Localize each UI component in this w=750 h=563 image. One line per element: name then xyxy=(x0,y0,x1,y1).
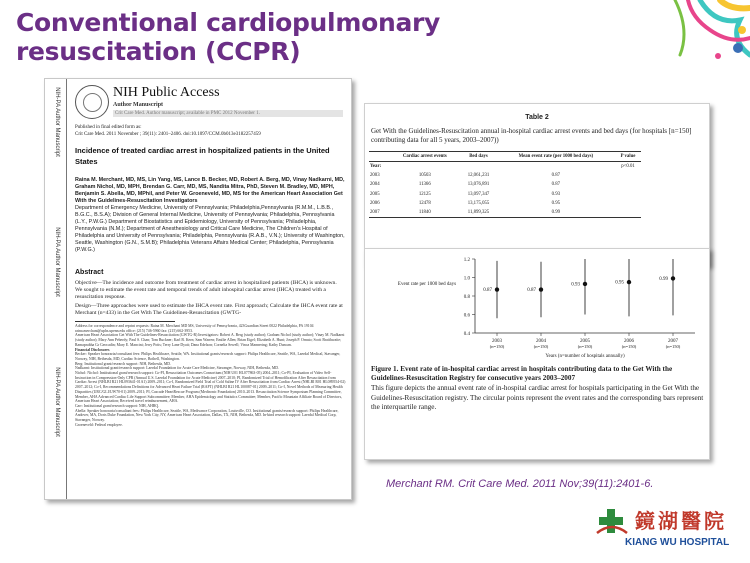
table-caption: Get With the Guidelines-Resuscitation annual in-hospital cardiac arrest events and bed days (for hospitals [n=150] contributing data for all 5 years, 2003–2007)) xyxy=(371,127,692,144)
table-cell: 0.95 xyxy=(551,200,561,206)
footnote-line: Financial Disclosures xyxy=(75,347,110,352)
x-tick-count: (n=150) xyxy=(577,344,593,349)
side-label: NIH-PA Author Manuscript xyxy=(54,367,60,437)
table-cell: p<0.01 xyxy=(621,164,635,170)
nih-manuscript-page xyxy=(44,78,352,500)
table-cell: 0.99 xyxy=(497,208,615,218)
x-tick-count: (n=150) xyxy=(489,344,505,349)
published-in xyxy=(75,125,345,138)
authors: Raina M. Merchant, MD, MS, Lin Yang, MS, Lance B. Becker, MD, Robert A. Berg, MD, Vinay Nadkarni, MD, Graham Nichol, MD, MPH, Brendan G. Carr, MD, MS, Nandita Mitra, PhD, Steven M. Bradley, MD, MPH, Benjamin S. Abella, MD, MPhil, and Peter W. Groeneveld, MD, MS for the American Heart Association Get With the Guidelines-Resuscitation Investigators xyxy=(75,177,345,204)
x-axis-label: Years (n=number of hospitals annually) xyxy=(545,354,625,359)
data-point xyxy=(627,280,631,284)
table-cell xyxy=(497,162,615,172)
x-tick-count: (n=150) xyxy=(665,344,681,349)
table-cell: 13,076,891 xyxy=(467,182,490,188)
table-header xyxy=(369,152,389,162)
journal-line: Crit Care Med. Author manuscript; available in PMC 2012 November 1. xyxy=(113,110,343,117)
footnote-line: Address for correspondence and reprint requests: Raina M. Merchant MD MS, University of Pennsylvania, 423Guardian Street 0022 Philadelphia, PA 19104 raina.merchant@uphs.upenn.edu office: (215) 746-5960 fax: (215) 662-3953. xyxy=(75,324,314,333)
table-cell xyxy=(389,162,460,172)
slide-title: Conventional cardiopulmonary resuscitation (CCPR) xyxy=(16,8,441,66)
table-cell: Year: xyxy=(370,164,382,170)
table-cell: 12478 xyxy=(418,200,431,206)
table-header: Mean event rate (per 1000 bed days) xyxy=(497,152,615,162)
affiliations: Department of Emergency Medicine, University of Pennsylvania; Philadelphia,Pennsylvania (R.M.M., L.B.B., B.G.C., B.S.A); Division of General Internal Medicine, University of Pennsylvania; Philadelphia, Pennsylvania (L.Y., P.W.G.) Department of Biostatistics and Epidemiology, University of Pennsylvania; Philadelphia, Pennsylvania (N.M.); Department of Anesthesiology and Critical Care Medicine, The Children's Hospital of Philadelphia and University of Pennsylvania; Philadelphia, Pennsylvania (R.A.B., V.N.); University of Washington, Seattle, Washington (G.N., S.M.B); Philadelphia Veterans Affairs Medical Center; Philadelphia, Pennsylvania (P.W.G.) xyxy=(75,205,345,253)
abstract-objective: Objective—The incidence and outcome from treatment of cardiac arrest in hospitalized patients (IHCA) is unknown. We sought to estimate the event rate and temporal trends of adult inhospital cardiac arrest (IHCA) treated with a resuscitation response. xyxy=(75,280,337,300)
table-cell: 2006 xyxy=(370,200,380,206)
table-cell: 11366 xyxy=(418,182,431,188)
side-label: NIH-PA Author Manuscript xyxy=(54,227,60,297)
decorative-swirl-graphic xyxy=(580,0,750,70)
footnote-line: Nichol: Nichol: Institutional grant/research support: Co-PI, Resuscitation Outcomes Consortium (NIH U01 HL077863-05) 2004–2011; Co-PI, Evaluation of Video Self-Instruction in Compression-Only CPR (Annual U.S. Laerdal Foundation for Acute Medicine) 2007–2010; PI, Randomized Trial of Hemofiltration After Resuscitation from Cardiac Arrest (NHLBI R21 HL093641-01A1) 2009–2011; Co-I, Randomized Field Trial of Cold Saline IV After Resuscitation from Cardiac Arrest (NHLBI R01 HL089554-02) 2007–2012; Co-I, Recommendations Definitions for Advanced Heart Failure Trial (RAFT) (NHLBI R21 HL100087-01) 2009–2011; Co-I, Novel Methods of Measuring Health Disparities (URC/GLI/UW70-01) 2009–2011; PI, Cascade HeartRescue Program (Medtronic Foundation) 2010–2013. Resuscitation Science Symposium Planning Committee, Member, AHA Advanced Cardiac Life Support Subcommittee; Member, AHA Epidemiology and Statistics Committee; Member, Pacific Mountain Affiliate Board of Directors, American Heart Association; Received travel reimbursement, AHA. xyxy=(75,371,346,404)
x-tick-count: (n=150) xyxy=(533,344,549,349)
footnote-line: Berg: Institutional grant/research support: NIH, Bethesda, MD. xyxy=(75,361,171,366)
table-cell: 2007 xyxy=(369,208,389,218)
footnotes-block xyxy=(75,324,347,496)
data-label: 0.87 xyxy=(483,288,492,294)
nih-public-access-title: NIH Public Access xyxy=(113,85,220,100)
table-cell: 10503 xyxy=(418,173,431,179)
logo-english-name: KIANG WU HOSPITAL xyxy=(625,537,730,548)
table-cell: 0.93 xyxy=(551,191,561,197)
table-cell xyxy=(615,208,641,218)
data-point xyxy=(583,282,587,286)
article-title: Incidence of treated cardiac arrest in hospitalized patients in the United States xyxy=(75,146,330,166)
cross-logo-icon xyxy=(595,507,629,537)
table-row xyxy=(369,171,641,180)
events-table xyxy=(369,151,641,218)
author-manuscript-label: Author Manuscript xyxy=(113,102,164,108)
y-tick-label: 1.0 xyxy=(463,276,470,282)
table-cell: 13,175,055 xyxy=(467,200,490,206)
footnote-line: Becker: Speaker honoraria/consultant fees: Philips Healthcare, Seattle, WA. Institutional grants/research support: Philips Healthcare, Seattle, WA, Laerdal Medical, Stavanger, Norway, NIH, Bethesda, MD, Cardiac Science, Bothell, Washington. xyxy=(75,352,341,361)
table-2-card xyxy=(364,103,710,266)
x-tick-label: 2004 xyxy=(536,339,546,344)
table-cell xyxy=(615,199,641,208)
data-label: 0.95 xyxy=(615,280,624,286)
side-label-column xyxy=(49,79,67,499)
y-axis-label: Event rate per 1000 bed days xyxy=(397,281,457,287)
figure-caption-title: Figure 1. Event rate of in-hospital cardiac arrest in hospitals contributing data to the Get With the Guidelines-Resuscitation Registry for consecutive years 2003–2007 xyxy=(371,365,673,382)
x-tick-label: 2003 xyxy=(492,339,502,344)
table-header: P value xyxy=(615,152,641,162)
document-header xyxy=(113,85,343,117)
table-cell: 11,899,325 xyxy=(460,208,496,218)
table-cell: 2005 xyxy=(370,191,380,197)
table-row xyxy=(369,162,641,172)
table-cell xyxy=(615,180,641,189)
table-header: Cardiac arrest events xyxy=(389,152,460,162)
data-point xyxy=(671,276,675,280)
table-row xyxy=(369,180,641,189)
published-label: Published in final edited form as: xyxy=(75,125,142,130)
x-tick-label: 2006 xyxy=(624,339,634,344)
y-tick-label: 0.4 xyxy=(463,332,470,337)
table-cell: 12,061,231 xyxy=(467,173,490,179)
authors-block xyxy=(75,177,345,254)
table-cell: 12125 xyxy=(418,191,431,197)
logo-chinese-name: 鏡湖醫院 xyxy=(635,509,727,533)
hospital-logo xyxy=(595,505,745,557)
figure-caption: This figure depicts the annual event rate of in-hospital cardiac arrest for hospitals participating in the Get With the Guidelines-Resuscitation registry. The circular points represent the event rates and the corresponding bars represent the interquartile range. xyxy=(371,384,704,411)
table-header: Bed days xyxy=(460,152,496,162)
footnote-divider xyxy=(75,321,175,322)
table-cell: 2004 xyxy=(370,182,380,188)
table-row xyxy=(369,190,641,199)
y-tick-label: 0.6 xyxy=(463,313,470,319)
footnote-line: Abella: Speaker honoraria/consultant fees: Philips Healthcare, Seattle, WA, Medivance Corporation, Louisville, CO. Institutional grants/research support: Philips Healthcare, Andover, MA, Doris Duke Foundation, New York City, NY, American Heart Association, Dallas, TX, NIH, Bethesda, MD. In-kind research support: Laerdal Medical Corp, Stavanger, Norway. xyxy=(75,408,339,423)
footnote-line: Carr: Institutional grant/research support: NIH, AHRQ. xyxy=(75,403,160,408)
table-cell: 0.87 xyxy=(551,182,561,188)
table-cell: 0.87 xyxy=(551,173,561,179)
table-cell: 13,097,347 xyxy=(467,191,490,197)
x-tick-label: 2007 xyxy=(668,339,678,344)
abstract-heading: Abstract xyxy=(75,269,104,276)
footnote-line: American Heart Association Get With The Guidelines-Resuscitation (GWTG-R) Investigators: Robert A. Berg (study author); Graham Nichol (study author); Vinay M. Nadkarni (study author); Mary Ann Peberdy; Paul S. Chan; Tom Buckner; Karl B. Kern; Sam Warren; Emilie Allen; Brian Eigel; Elizabeth A. Hunt; Joseph P. Ornato; Scott Braithwaite; Ramaprabha Gr Geocadin; Mary E. Mancini; Jerry Potts; Terry Lane Dyatt; Dana Edelson; Cornelia Sewell; Vinca Mannering; Kathy Duncan. xyxy=(75,333,345,347)
table-cell xyxy=(615,171,641,180)
figure-1-card xyxy=(364,248,710,460)
table-cell: 11840 xyxy=(389,208,460,218)
footnote-line: Nadkarni: Institutional grant/research support: Laerdal Foundation for Acute Care Medicine, Stavanger, Norway, NIH, Bethesda, MD. xyxy=(75,366,279,371)
table-row xyxy=(369,199,641,208)
event-rate-chart xyxy=(365,249,711,363)
data-label: 0.99 xyxy=(659,276,668,282)
data-point xyxy=(539,287,543,291)
x-tick-label: 2005 xyxy=(580,339,590,344)
data-point xyxy=(495,287,499,291)
table-title: Table 2 xyxy=(525,114,549,121)
data-label: 0.93 xyxy=(571,282,580,288)
footnote-line: Groeneveld: Federal employee. xyxy=(75,422,123,427)
citation: Merchant RM. Crit Care Med. 2011 Nov;39(11):2401-6. xyxy=(386,478,654,490)
y-tick-label: 0.8 xyxy=(463,295,470,300)
published-reference: Crit Care Med. 2011 November ; 39(11): 2401–2406. doi:10.1097/CCM.0b013e3182257459 xyxy=(75,131,261,137)
x-tick-count: (n=150) xyxy=(621,344,637,349)
table-cell xyxy=(615,190,641,199)
table-cell xyxy=(460,162,496,172)
table-row xyxy=(369,208,641,218)
side-label: NIH-PA Author Manuscript xyxy=(54,87,60,157)
abstract-design: Design—Three approaches were used to estimate the IHCA event rate. First approach; Calculate the IHCA event rate at Merchant (n=433) in the Get With The Guidelines-Resuscitation (GWTG- xyxy=(75,303,343,316)
nih-seal-icon xyxy=(75,85,109,119)
y-tick-label: 1.2 xyxy=(463,258,470,263)
table-cell: 2003 xyxy=(370,173,380,179)
data-label: 0.87 xyxy=(527,288,536,294)
